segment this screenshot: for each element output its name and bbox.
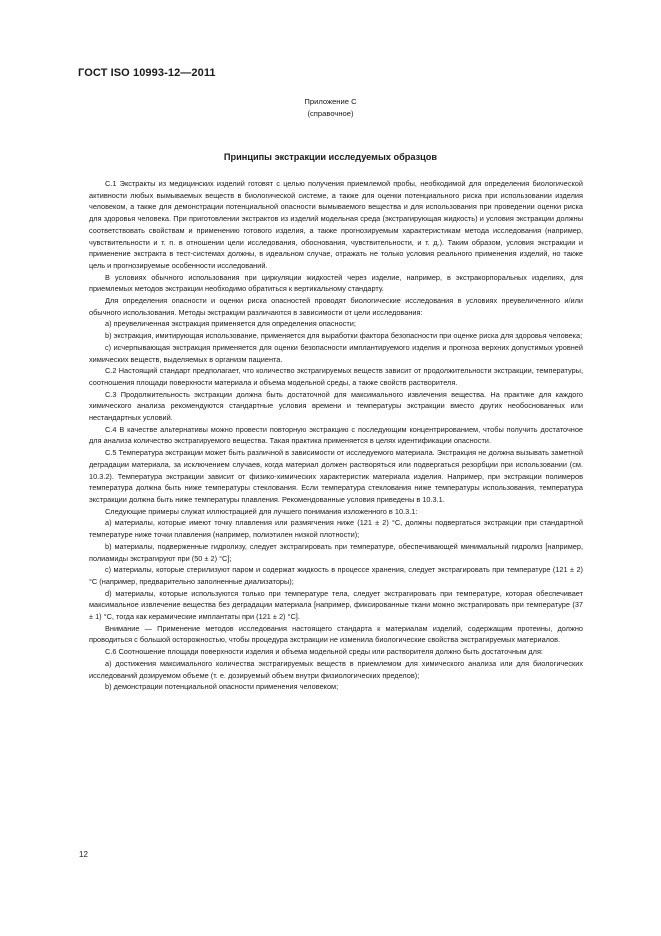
annex-heading	[0, 96, 661, 119]
list-item: a) преувеличенная экстракция применяется для определения опасности;	[105, 319, 356, 329]
list-item: a) достижения максимального количества экстрагируемых веществ в приемлемом для химического анализа или для биологических исследований дозируемом объеме (т. е. дозируемый объем внутри физиологических пределов);	[89, 658, 583, 680]
list-item: b) экстракция, имитирующая использование, применяется для выработки фактора безопасности при оценке риска для здоровья человека;	[105, 331, 583, 341]
list-item: b) материалы, подверженные гидролизу, следует экстрагировать при температуре, обеспечивающей минимальный гидролиз [например, полиамиды экстрагируют при (50 ± 2) °С];	[89, 541, 583, 563]
list-item: d) материалы, которые используются только при температуре тела, следует экстрагировать при температуре, которая обеспечивает максимальное извлечение вещества без деградации материала [например, фиксированные ткани можно экстрагировать при температуре (37 ± 1) °С, тогда как керамические имплантаты при (121 ± 2) °С].	[89, 588, 583, 622]
list-item: c) исчерпывающая экстракция применяется для оценки безопасности имплантируемого изделия и прогноза верхних допустимых уровней химических веществ, выделяемых в организм пациента.	[89, 342, 583, 364]
paragraph: Для определения опасности и оценки риска опасностей проводят биологические исследования в условиях преувеличенного и/или обычного использования. Методы экстракции различаются в зависимости от цели исследования:	[89, 296, 583, 317]
warning-note: Внимание — Применение методов исследования настоящего стандарта к материалам изделий, содержащим протеины, должно проводиться с большой осторожностью, чтобы процедура экстракции не изменила биологические свойства экстрагируемых материалов.	[89, 623, 583, 645]
paragraph: С.5 Температура экстракции может быть различной в зависимости от исследуемого материала. Экстракция не должна вызывать заметной деградации материала, за исключением случаев, когда материал должен растворяться или подвергаться резорбции при использовании (см. 10.3.2). Температура экстракции зависит от физико-химических характеристик материала изделия. Например, при экстракции полимеров температура должна быть ниже температуры стеклования. Если температура стеклования ниже температуры использования, температура экстракции должна быть ниже температуры плавления. Рекомендованные условия приведены в 10.3.1.	[89, 448, 583, 504]
paragraph: Следующие примеры служат иллюстрацией для лучшего понимания изложенного в 10.3.1:	[105, 506, 418, 516]
paragraph: С.2 Настоящий стандарт предполагает, что количество экстрагируемых веществ зависит от продолжительности экстракции, температуры, соотношения площади поверхности материала и объема модельной среды, а также свойств растворителя.	[89, 366, 583, 387]
paragraph: С.3 Продолжительность экстракции должна быть достаточной для максимального извлечения вещества. На практике для каждого химического анализа рекомендуются стандартные условия времени и температуры экстракции вместо других необоснованных или нестандартных условий.	[89, 389, 583, 423]
page-number: 12	[79, 850, 88, 859]
document-body	[89, 178, 583, 693]
paragraph: С.6 Соотношение площади поверхности изделия и объема модельной среды или растворителя должно быть достаточным для:	[105, 647, 543, 657]
list-item: a) материалы, которые имеют точку плавления или размягчения ниже (121 ± 2) °С, должны подвергаться экстракции при стандартной температуре ниже точки плавления (например, полиэтилен низкой плотности);	[89, 518, 583, 540]
list-item: b) демонстрации потенциальной опасности применения человеком;	[105, 682, 339, 692]
list-item: c) материалы, которые стерилизуют паром и содержат жидкость в процессе хранения, следует экстрагировать при температуре (121 ± 2) °С (например, предварительно заполненные диализаторы);	[89, 565, 583, 586]
paragraph: В условиях обычного использования при циркуляции жидкостей через изделие, например, в экстракорпоральных изделиях, для приемлемых методов экстракции необходимо обратиться к вертикальному стандарту.	[89, 272, 583, 294]
section-title: Принципы экстракции исследуемых образцов	[223, 152, 438, 162]
standard-designation: ГОСТ ISO 10993-12—2011	[78, 67, 216, 79]
paragraph: С.4 В качестве альтернативы можно провести повторную экстракцию с последующим концентрированием, чтобы получить достаточное для анализа количество экстрагируемого вещества. Такая практика применяется в целях идентификации опасности.	[89, 424, 583, 446]
annex-status: (справочное)	[307, 108, 354, 118]
paragraph: С.1 Экстракты из медицинских изделий готовят с целью получения приемлемой пробы, необходимой для определения биологической активности любых вымываемых веществ в биологической системе, а также для оценки потенциального риска при использовании изделия человеком, а также для демонстрации потенциальной опасности вымываемого вещества и для использования при проведении оценки риска для здоровья человека. При приготовлении экстрактов из изделий модельная среда (экстрагирующая жидкость) и условия экстракции должны соответствовать свойствам и применению готового изделия, а также прогнозируемым характеристикам метода исследования (например, чувствительности и т. п. в отношении цели исследования, обоснования, чувствительности, и т. д.). Таким образом, условия экстракции и применение экстракта в тест-системах должны, в идеальном случае, отражать не только условия реального применения изделий, но также цель и прогнозируемые особенности исследований.	[89, 179, 583, 270]
annex-label: Приложение С	[304, 97, 357, 106]
